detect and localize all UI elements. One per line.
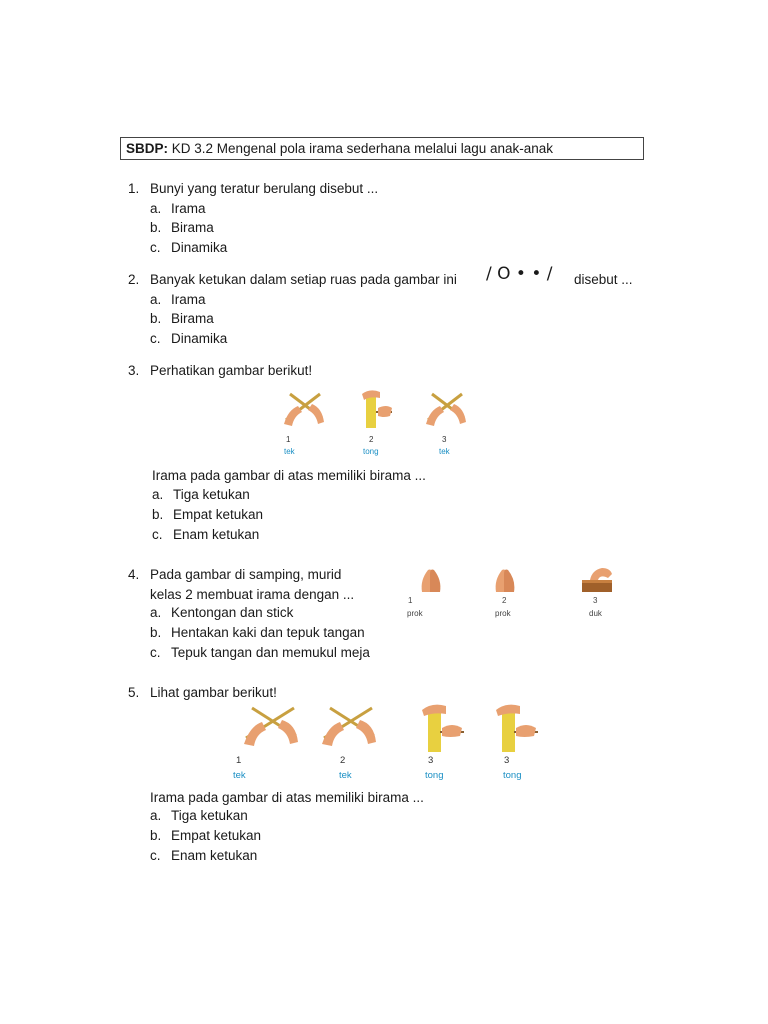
figure-5-word-1: tek: [233, 770, 246, 781]
kentongan-illustration-1: [420, 702, 466, 754]
question-4-text-line2: kelas 2 membuat irama dengan ...: [150, 587, 355, 602]
question-2-option-b: b. Birama: [150, 311, 214, 326]
figure-5-number-2: 2: [340, 755, 346, 766]
question-5-option-c: c. Enam ketukan: [150, 848, 258, 863]
figure-3-number-1: 1: [286, 435, 291, 444]
question-2-option-a: a. Irama: [150, 292, 206, 307]
question-3-option-c: c. Enam ketukan: [152, 527, 260, 542]
question-3-option-a: a. Tiga ketukan: [152, 487, 250, 502]
rhythm-notation: / O • • /: [486, 264, 553, 284]
question-1-option-a: a. Irama: [150, 201, 206, 216]
question-1-number: 1.: [128, 181, 140, 196]
figure-4-number-3: 3: [593, 596, 598, 605]
figure-5-word-4: tong: [503, 770, 522, 781]
figure-3-number-2: 2: [369, 435, 374, 444]
hand-clap-illustration-1: [418, 566, 444, 594]
question-2-option-c: c. Dinamika: [150, 331, 228, 346]
question-5-option-a: a. Tiga ketukan: [150, 808, 248, 823]
table-hit-illustration: [580, 566, 614, 594]
figure-3-word-2: tong: [363, 447, 379, 456]
figure-4-word-3: duk: [589, 609, 602, 618]
stick-clap-illustration-2: [426, 390, 468, 430]
figure-3-word-1: tek: [284, 447, 295, 456]
question-5-subtext: Irama pada gambar di atas memiliki birama ...: [150, 790, 424, 805]
subject-label: SBDP:: [126, 141, 169, 156]
figure-4-word-1: prok: [407, 609, 423, 618]
figure-4-number-1: 1: [408, 596, 413, 605]
figure-4-number-2: 2: [502, 596, 507, 605]
figure-5-number-1: 1: [236, 755, 242, 766]
kentongan-illustration-3: [360, 388, 394, 432]
figure-3-word-3: tek: [439, 447, 450, 456]
header-title: KD 3.2 Mengenal pola irama sederhana melalui lagu anak-anak: [171, 141, 554, 156]
question-5-number: 5.: [128, 685, 140, 700]
question-3-text: Perhatikan gambar berikut!: [150, 363, 313, 378]
figure-5-number-4: 3: [504, 755, 510, 766]
question-2-text: Banyak ketukan dalam setiap ruas pada gambar ini: [150, 272, 457, 287]
question-2-suffix: disebut ...: [574, 272, 633, 287]
figure-5-word-3: tong: [425, 770, 444, 781]
question-1-option-c: c. Dinamika: [150, 240, 228, 255]
figure-3-number-3: 3: [442, 435, 447, 444]
question-1-option-b: b. Birama: [150, 220, 214, 235]
question-1-text: Bunyi yang teratur berulang disebut ...: [150, 181, 379, 196]
worksheet-header: [120, 137, 644, 160]
question-4-option-a: a. Kentongan dan stick: [150, 605, 294, 620]
question-4-text: Pada gambar di samping, murid: [150, 567, 342, 582]
stick-clap-illustration-1: [284, 390, 324, 430]
figure-5-word-2: tek: [339, 770, 352, 781]
hand-clap-illustration-2: [492, 566, 518, 594]
figure-5-number-3: 3: [428, 755, 434, 766]
question-2-number: 2.: [128, 272, 140, 287]
question-4-number: 4.: [128, 567, 140, 582]
question-3-option-b: b. Empat ketukan: [152, 507, 264, 522]
kentongan-illustration-2: [494, 702, 540, 754]
question-3-subtext: Irama pada gambar di atas memiliki birama ...: [152, 468, 426, 483]
question-4-option-b: b. Hentakan kaki dan tepuk tangan: [150, 625, 365, 640]
figure-4-word-2: prok: [495, 609, 511, 618]
question-3-number: 3.: [128, 363, 140, 378]
question-5-text: Lihat gambar berikut!: [150, 685, 277, 700]
stick-clap-illustration-4: [322, 704, 378, 750]
stick-clap-illustration-3: [244, 704, 300, 750]
question-4-option-c: c. Tepuk tangan dan memukul meja: [150, 645, 370, 660]
question-5-option-b: b. Empat ketukan: [150, 828, 262, 843]
